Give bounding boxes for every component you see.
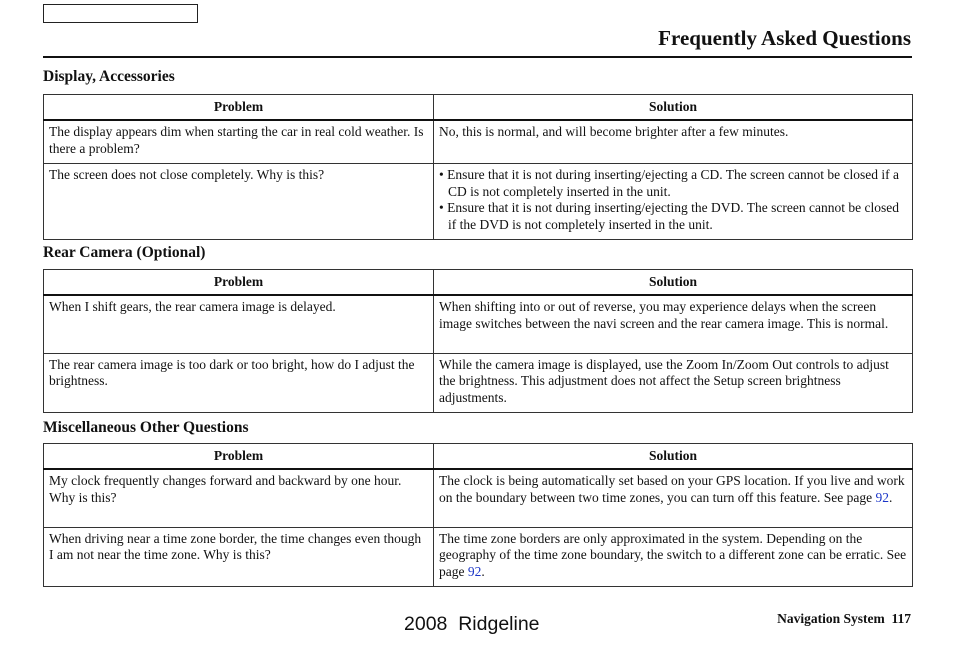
column-header-problem: Problem — [44, 95, 434, 121]
solution-cell — [434, 164, 913, 240]
faq-table-misc — [43, 443, 913, 587]
solution-bullet: • Ensure that it is not during inserting/ejecting a CD. The screen cannot be closed if a CD is not completely inserted in the unit. — [439, 167, 899, 199]
solution-cell: When shifting into or out of reverse, you may experience delays when the screen image switches between the navi screen and the rear camera image. This is normal. — [434, 295, 913, 353]
table-row — [44, 295, 913, 353]
solution-cell: While the camera image is displayed, use the Zoom In/Zoom Out controls to adjust the brightness. This adjustment does not affect the Setup screen brightness adjustments. — [434, 353, 913, 413]
table-row — [44, 527, 913, 587]
table-row — [44, 469, 913, 527]
page-number: 117 — [891, 611, 911, 626]
problem-cell: The display appears dim when starting the car in real cold weather. Is there a problem? — [44, 120, 434, 164]
table-row — [44, 164, 913, 240]
page-reference-link[interactable]: 92 — [875, 489, 889, 505]
problem-cell: My clock frequently changes forward and backward by one hour. Why is this? — [44, 469, 434, 527]
column-header-solution: Solution — [434, 444, 913, 470]
faq-table-display — [43, 94, 913, 240]
problem-cell: The screen does not close completely. Why is this? — [44, 164, 434, 240]
column-header-problem: Problem — [44, 444, 434, 470]
column-header-solution: Solution — [434, 95, 913, 121]
footer-model-name: 2008 Ridgeline — [404, 613, 540, 635]
page-title: Frequently Asked Questions — [658, 26, 911, 50]
title-divider — [43, 56, 912, 58]
solution-text-end: . — [481, 563, 485, 579]
solution-text-end: . — [889, 489, 893, 505]
column-header-solution: Solution — [434, 270, 913, 296]
table-header-row — [44, 270, 913, 296]
table-row — [44, 120, 913, 164]
solution-text: The time zone borders are only approximated in the system. Depending on the geography of the time zone boundary, the switch to a different zone can be erratic. See page — [439, 530, 907, 579]
table-header-row — [44, 444, 913, 470]
solution-bullet: • Ensure that it is not during inserting/ejecting the DVD. The screen cannot be closed if the DVD is not completely inserted in the unit. — [439, 200, 899, 232]
solution-cell — [434, 469, 913, 527]
solution-cell — [434, 527, 913, 587]
problem-cell: When driving near a time zone border, the time changes even though I am not near the time zone. Why is this? — [44, 527, 434, 587]
problem-cell: The rear camera image is too dark or too bright, how do I adjust the brightness. — [44, 353, 434, 413]
problem-cell: When I shift gears, the rear camera image is delayed. — [44, 295, 434, 353]
section-heading-rear-camera: Rear Camera (Optional) — [43, 244, 206, 261]
table-row — [44, 353, 913, 413]
column-header-problem: Problem — [44, 270, 434, 296]
solution-text: The clock is being automatically set based on your GPS location. If you live and work on the boundary between two time zones, you can turn off this feature. See page — [439, 473, 905, 505]
header-tab-box — [43, 4, 198, 23]
footer-section-name: Navigation System — [777, 611, 885, 626]
section-heading-display: Display, Accessories — [43, 68, 175, 85]
faq-table-rear-camera — [43, 269, 913, 413]
table-header-row — [44, 95, 913, 121]
footer-nav-label — [777, 611, 911, 627]
page-reference-link[interactable]: 92 — [467, 563, 482, 579]
solution-cell: No, this is normal, and will become brighter after a few minutes. — [434, 120, 913, 164]
section-heading-misc: Miscellaneous Other Questions — [43, 419, 249, 436]
